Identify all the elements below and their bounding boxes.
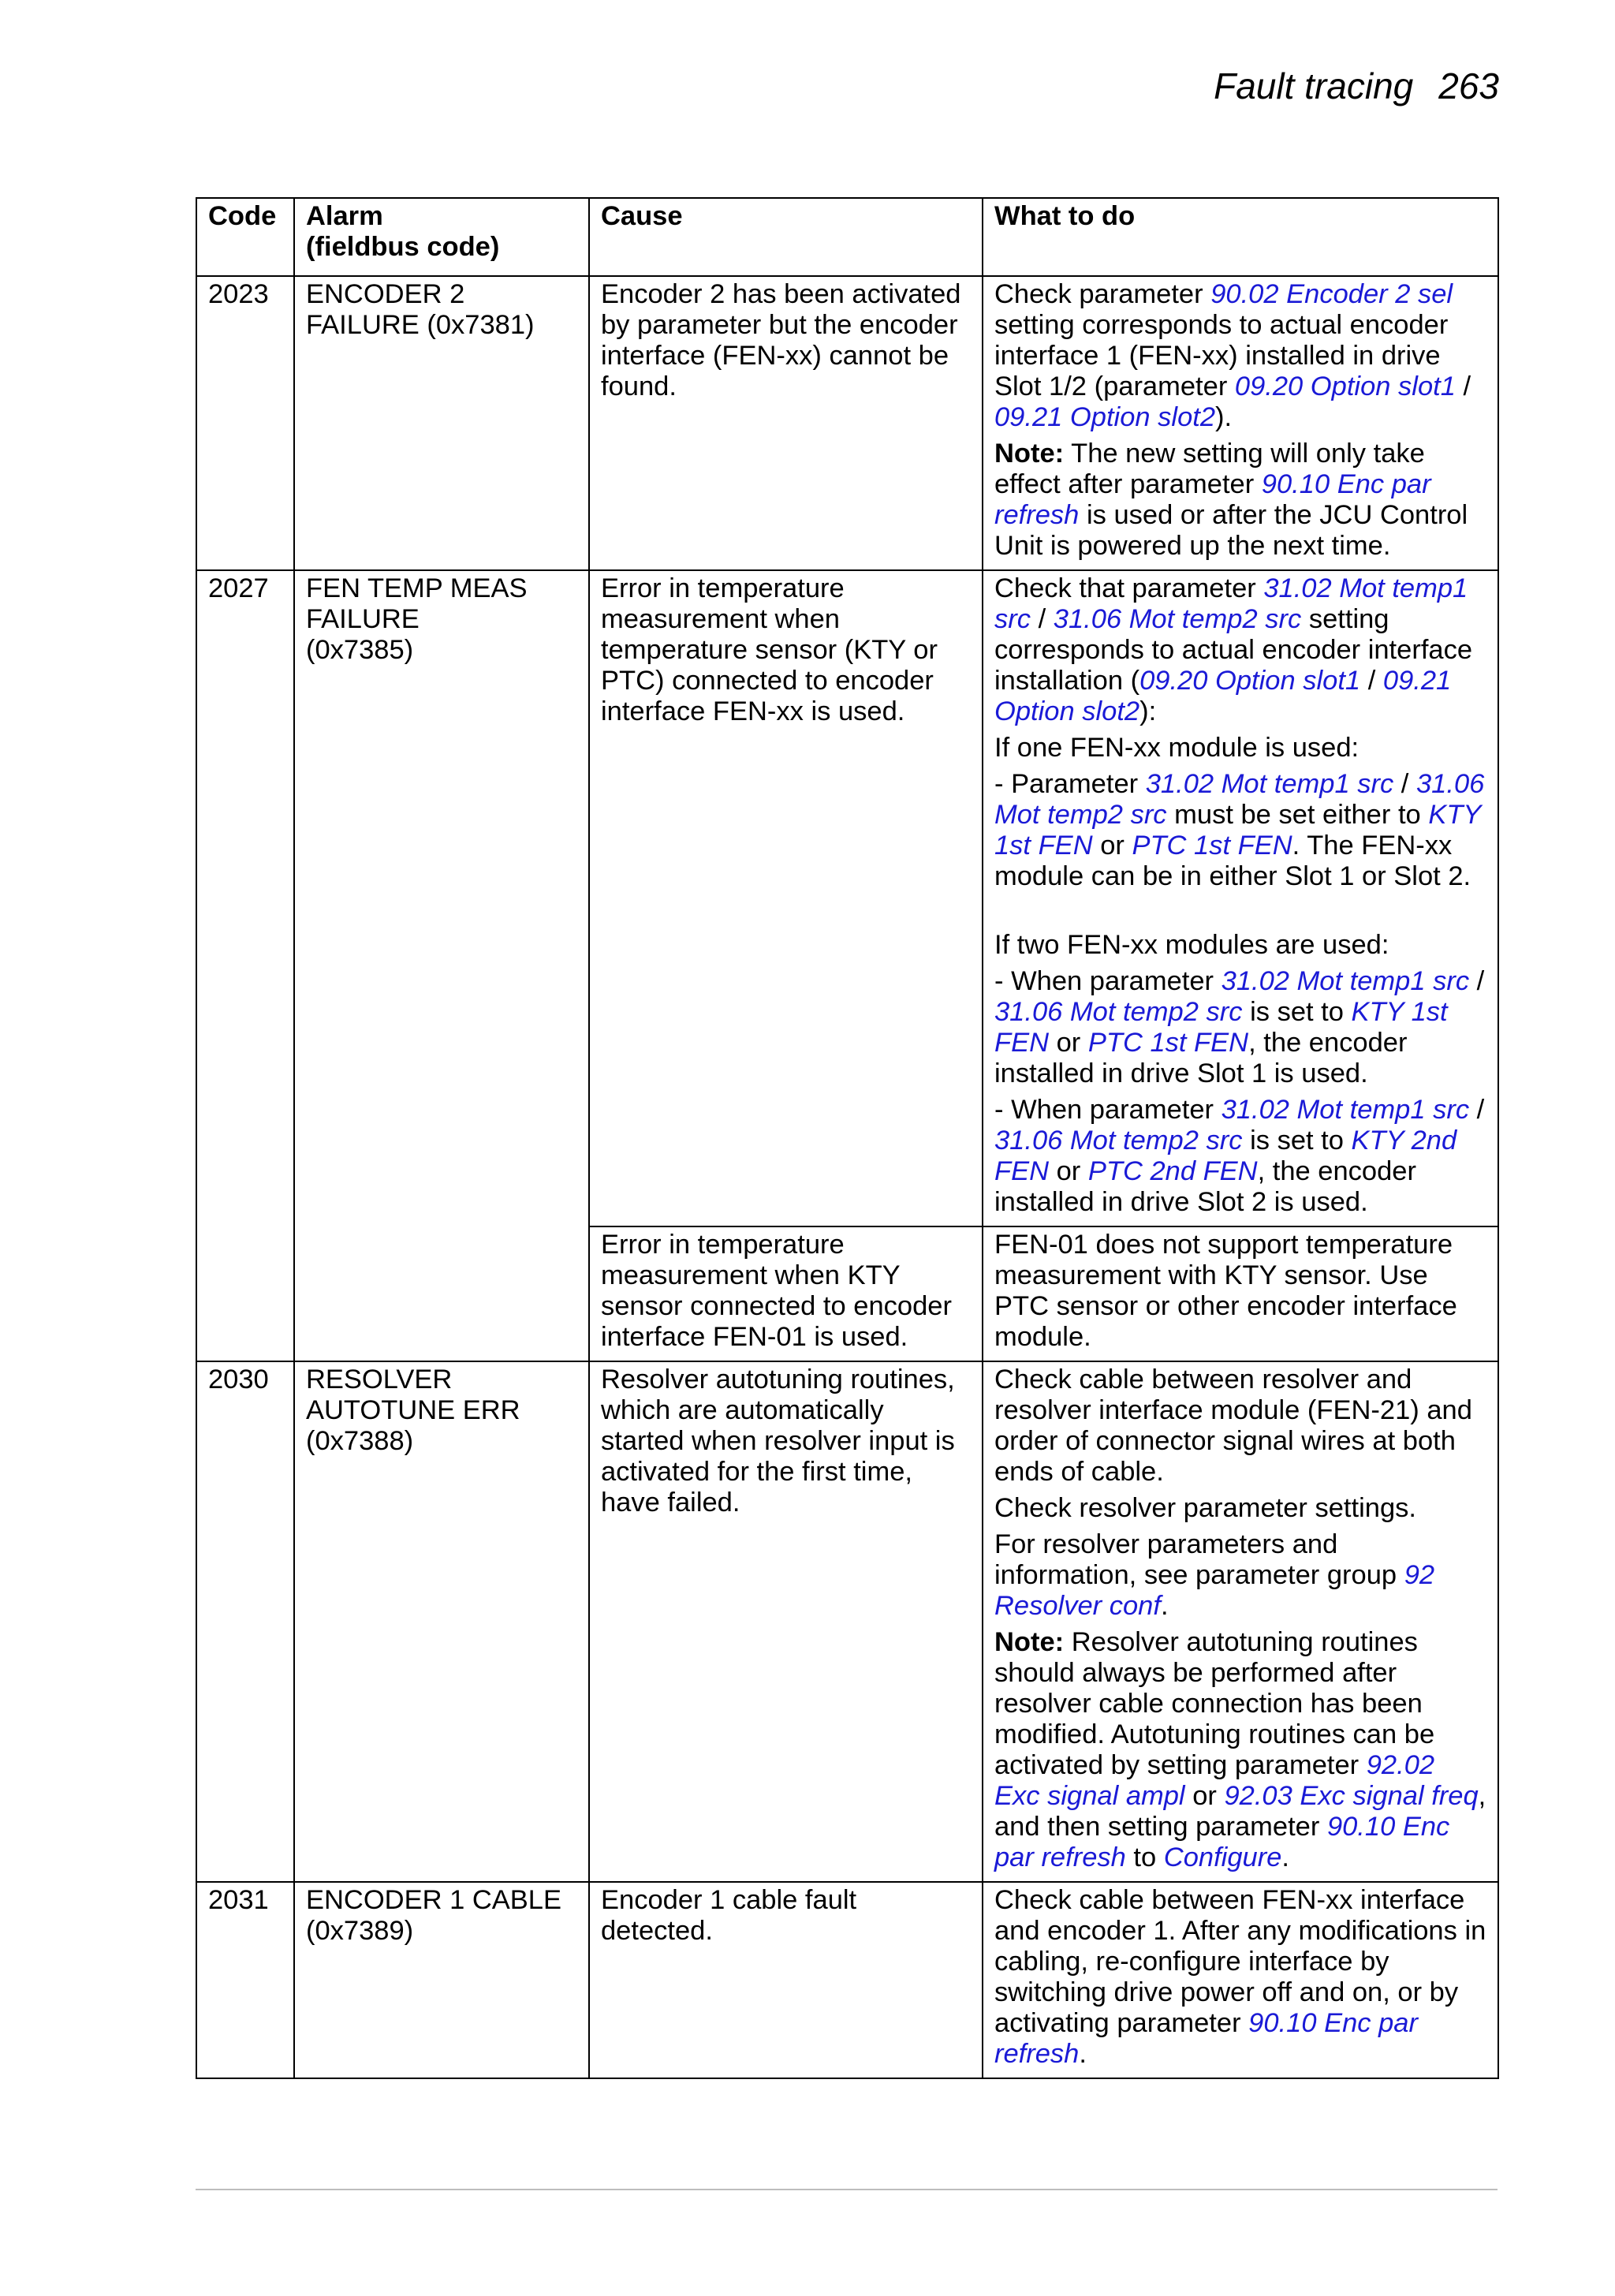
fault-table (196, 197, 1499, 2079)
text: - When parameter (994, 1095, 1222, 1125)
instruction-paragraph (994, 573, 1486, 727)
note-paragraph (994, 1627, 1486, 1873)
text: setting corresponds to actual encoder interface 1 (FEN-xx) installed in drive Slot 1/2 (parameter (994, 310, 1449, 401)
alarm-line: ENCODER 2 (306, 279, 465, 309)
text: Check cable between FEN-xx interface and encoder 1. After any modifications in cabling, re-configure interface by switching drive power off and on, or by activating parameter (994, 1885, 1486, 2038)
header-alarm-line1: Alarm (306, 201, 383, 231)
note-paragraph (994, 439, 1486, 562)
table-header-row (196, 198, 1498, 276)
what-to-do-cell (983, 570, 1498, 1226)
cause-cell: Encoder 2 has been activated by parameter but the encoder interface (FEN-xx) cannot be found. (589, 276, 983, 570)
page-number: 263 (1438, 65, 1499, 106)
text: is used or after the JCU Control Unit is powered up the next time. (994, 500, 1468, 561)
text: , and then setting parameter (994, 1781, 1486, 1842)
table-row (196, 276, 1498, 570)
parameter-link[interactable]: 31.02 Mot temp1 src (1145, 769, 1394, 799)
text: / (1455, 371, 1471, 401)
parameter-link[interactable]: 09.20 Option slot1 (1234, 371, 1456, 401)
parameter-link[interactable]: 31.06 Mot temp2 src (994, 769, 1485, 830)
text: or (1092, 831, 1132, 861)
cause-cell: Error in temperature measurement when temperature sensor (KTY or PTC) connected to encoder interface FEN-xx is used. (589, 570, 983, 1226)
text: ). (1215, 402, 1233, 432)
cause-cell: Resolver autotuning routines, which are automatically started when resolver input is activated for the first time, have failed. (589, 1361, 983, 1882)
alarm-line: (0x7389) (306, 1916, 414, 1946)
parameter-link[interactable]: 92.02 Exc signal ampl (994, 1750, 1435, 1811)
text: / (1469, 966, 1485, 996)
text: The new setting will only take effect after parameter (994, 439, 1425, 499)
instruction-paragraph: If one FEN-xx module is used: (994, 733, 1360, 763)
parameter-link[interactable]: PTC 1st FEN (1132, 831, 1292, 861)
alarm-line: RESOLVER (306, 1365, 453, 1394)
parameter-link[interactable]: 31.06 Mot temp2 src (994, 997, 1243, 1027)
text: , the encoder installed in drive Slot 2 is used. (994, 1156, 1416, 1217)
parameter-link[interactable]: 92.03 Exc signal freq (1224, 1781, 1479, 1811)
header-alarm-line2: (fieldbus code) (306, 232, 500, 262)
parameter-link[interactable]: KTY 1st FEN (994, 997, 1448, 1058)
parameter-link[interactable]: 90.10 Enc par refresh (994, 469, 1431, 530)
alarm-line: AUTOTUNE ERR (306, 1395, 520, 1425)
alarm-line: ENCODER 1 CABLE (306, 1885, 562, 1915)
table-row (196, 570, 1498, 1226)
note-label: Note: (994, 1627, 1065, 1657)
table-row (196, 1882, 1498, 2078)
alarm-line: FAILURE (0x7381) (306, 310, 535, 340)
alarm-cell (294, 276, 589, 570)
text: is set to (1242, 1126, 1352, 1155)
header-alarm (294, 198, 589, 276)
instruction-paragraph: If two FEN-xx modules are used: (994, 930, 1389, 960)
parameter-link[interactable]: 31.02 Mot temp1 src (1221, 966, 1470, 996)
code-cell: 2031 (196, 1882, 294, 2078)
parameter-link[interactable]: 90.02 Encoder 2 sel (1210, 279, 1453, 309)
parameter-link[interactable]: 09.20 Option slot1 (1139, 666, 1361, 696)
parameter-link[interactable]: PTC 1st FEN (1087, 1028, 1249, 1058)
parameter-link[interactable]: KTY 2nd FEN (994, 1126, 1457, 1186)
header-code: Code (196, 198, 294, 276)
text: to (1125, 1842, 1164, 1872)
text: setting corresponds to actual encoder interface installation ( (994, 604, 1473, 696)
text: ): (1139, 696, 1157, 726)
paragraph-spacer (994, 898, 1486, 930)
alarm-cell (294, 1882, 589, 2078)
text: - Parameter (994, 769, 1146, 799)
instruction-paragraph (994, 1529, 1486, 1622)
text: . (1281, 1842, 1289, 1872)
code-cell: 2030 (196, 1361, 294, 1882)
code-cell: 2023 (196, 276, 294, 570)
parameter-value-link[interactable]: Configure (1163, 1842, 1282, 1872)
text: For resolver parameters and information, see parameter group (994, 1529, 1404, 1590)
alarm-line: FEN TEMP MEAS (306, 573, 528, 603)
what-to-do-cell (983, 276, 1498, 570)
header-cause: Cause (589, 198, 983, 276)
text: or (1049, 1028, 1088, 1058)
text: / (1469, 1095, 1485, 1125)
parameter-link[interactable]: 09.21 Option slot2 (994, 666, 1452, 726)
code-cell: 2027 (196, 570, 294, 1361)
instruction-paragraph (994, 279, 1486, 433)
parameter-link[interactable]: 90.10 Enc par refresh (994, 1812, 1450, 1872)
text: / (1360, 666, 1383, 696)
text: / (1393, 769, 1416, 799)
what-to-do-cell: FEN-01 does not support temperature measurement with KTY sensor. Use PTC sensor or other encoder interface module. (983, 1226, 1498, 1361)
alarm-line: FAILURE (306, 604, 420, 634)
what-to-do-cell (983, 1882, 1498, 2078)
parameter-link[interactable]: KTY 1st FEN (994, 800, 1481, 861)
text: or (1049, 1156, 1088, 1186)
parameter-link[interactable]: 31.06 Mot temp2 src (1053, 604, 1302, 634)
instruction-paragraph: Check cable between resolver and resolver interface module (FEN-21) and order of connector signal wires at both ends of cable. (994, 1365, 1472, 1487)
instruction-paragraph (994, 1095, 1486, 1218)
text: Check parameter (994, 279, 1211, 309)
parameter-link[interactable]: PTC 2nd FEN (1087, 1156, 1258, 1186)
what-to-do-cell (983, 1361, 1498, 1882)
parameter-link[interactable]: 31.02 Mot temp1 src (1221, 1095, 1470, 1125)
instruction-paragraph: Check resolver parameter settings. (994, 1493, 1416, 1523)
page-header (1214, 65, 1499, 107)
alarm-line: (0x7388) (306, 1426, 414, 1456)
text: is set to (1242, 997, 1352, 1027)
instruction-paragraph (994, 1885, 1486, 2070)
text: - When parameter (994, 966, 1222, 996)
parameter-link[interactable]: 90.10 Enc par refresh (994, 2008, 1418, 2069)
text: or (1184, 1781, 1225, 1811)
cause-cell: Encoder 1 cable fault detected. (589, 1882, 983, 2078)
footer-divider (196, 2189, 1498, 2190)
alarm-cell (294, 1361, 589, 1882)
text: Check that parameter (994, 573, 1264, 603)
parameter-link[interactable]: 92 Resolver conf (994, 1560, 1435, 1621)
parameter-link[interactable]: 31.02 Mot temp1 src (994, 573, 1468, 634)
instruction-paragraph (994, 966, 1486, 1089)
cause-cell: Error in temperature measurement when KTY sensor connected to encoder interface FEN-01 is used. (589, 1226, 983, 1361)
text: must be set either to (1166, 800, 1429, 830)
text: . (1160, 1591, 1169, 1621)
parameter-link[interactable]: 31.06 Mot temp2 src (994, 1126, 1243, 1155)
header-what-to-do: What to do (983, 198, 1498, 276)
text: . The FEN-xx module can be in either Slot 1 or Slot 2. (994, 831, 1471, 891)
table-row (196, 1361, 1498, 1882)
instruction-paragraph (994, 769, 1486, 892)
text: , the encoder installed in drive Slot 1 is used. (994, 1028, 1408, 1088)
page-section-title: Fault tracing (1214, 65, 1414, 106)
parameter-link[interactable]: 09.21 Option slot2 (994, 402, 1216, 432)
text: Resolver autotuning routines should always be performed after resolver cable connection has been modified. Autotuning routines can be activated by setting parameter (994, 1627, 1435, 1780)
note-label: Note: (994, 439, 1065, 469)
alarm-line: (0x7385) (306, 635, 414, 665)
alarm-cell (294, 570, 589, 1361)
text: . (1079, 2039, 1087, 2069)
text: / (1031, 604, 1054, 634)
